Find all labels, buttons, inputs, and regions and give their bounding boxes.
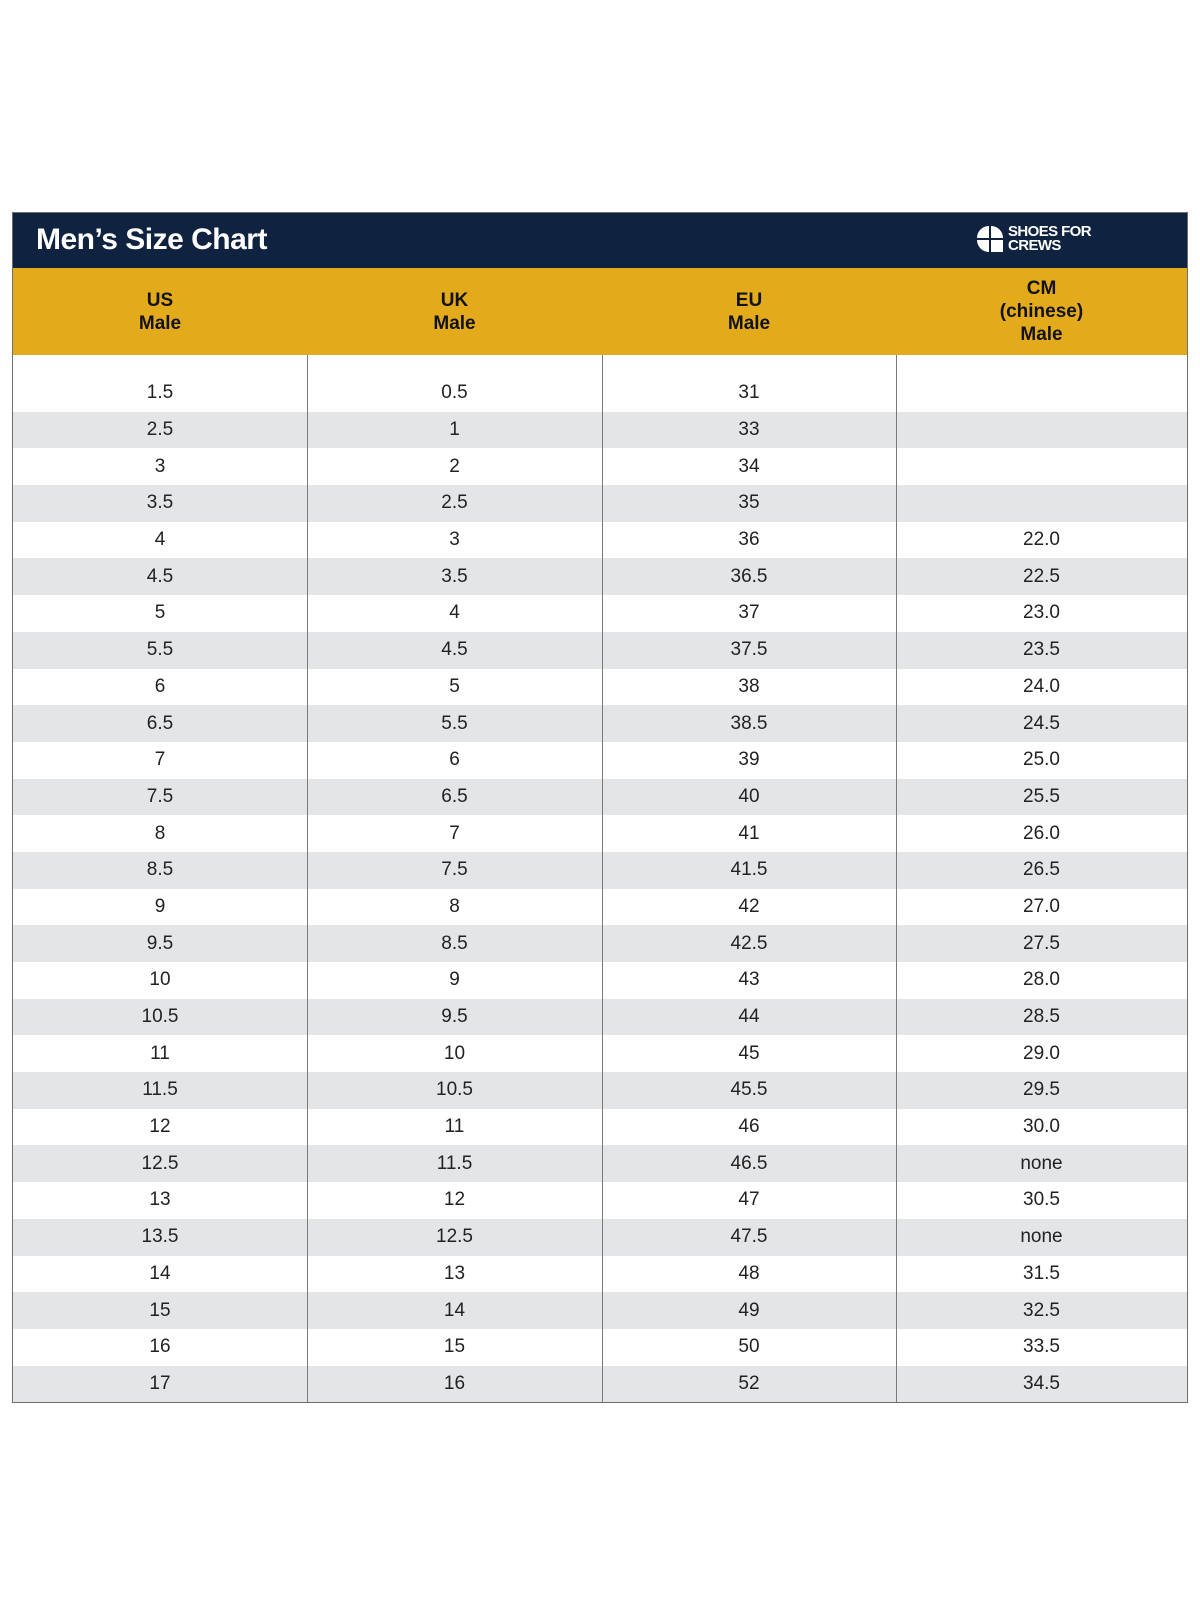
us-size-cell: 12.5 (141, 1152, 179, 1174)
uk-size-cell: 10 (443, 1042, 466, 1064)
cm-size-cell: 30.5 (1023, 1189, 1060, 1211)
eu-size-cell: 50 (738, 1336, 760, 1358)
table-row (13, 412, 1187, 449)
table-row (13, 1072, 1187, 1109)
cm-size-cell: none (1020, 1152, 1063, 1174)
table-row (13, 595, 1187, 632)
table-row (13, 669, 1187, 706)
us-size-cell: 8.5 (146, 859, 174, 881)
cm-size-cell: 30.0 (1023, 1116, 1060, 1138)
cm-size-cell: 28.5 (1023, 1006, 1060, 1028)
header-line: EU (735, 289, 763, 311)
cm-size-cell: 23.0 (1023, 602, 1060, 624)
eu-size-cell: 47 (738, 1189, 760, 1211)
uk-size-cell: 11 (444, 1116, 465, 1138)
table-row (13, 375, 1187, 412)
us-size-cell: 12 (149, 1116, 171, 1138)
uk-size-cell: 12.5 (436, 1226, 473, 1248)
header-line: Male (1020, 324, 1063, 345)
uk-size-cell: 8.5 (441, 932, 468, 954)
cm-size-cell: 23.5 (1023, 639, 1060, 661)
title-bar (13, 213, 1187, 268)
uk-size-cell: 12 (443, 1189, 466, 1211)
table-row (13, 1219, 1187, 1256)
eu-size-cell: 38 (738, 675, 760, 697)
uk-size-cell: 4.5 (441, 639, 468, 661)
header-line: Male (727, 312, 771, 334)
cm-size-cell (896, 485, 1187, 522)
table-row (13, 815, 1187, 852)
table-row (13, 632, 1187, 669)
cm-size-cell (896, 375, 1187, 412)
cm-size-cell: none (1020, 1226, 1063, 1248)
chart-title: Men’s Size Chart (36, 223, 267, 256)
uk-size-cell: 3 (449, 529, 460, 551)
table-body (13, 355, 1187, 1402)
table-row (13, 1109, 1187, 1146)
us-size-cell: 15 (149, 1299, 171, 1321)
table-row (13, 1366, 1187, 1403)
us-size-cell: 5.5 (146, 639, 174, 661)
eu-size-cell: 42 (738, 895, 760, 917)
eu-size-cell: 46 (738, 1116, 760, 1138)
uk-size-cell: 6 (449, 749, 460, 771)
table-row (13, 705, 1187, 742)
us-size-cell: 8 (154, 822, 166, 844)
uk-size-cell: 9 (449, 969, 460, 991)
eu-size-cell: 36.5 (730, 565, 768, 587)
eu-size-cell: 41.5 (730, 859, 768, 881)
table-row (13, 485, 1187, 522)
column-header-row (13, 268, 1187, 355)
cm-size-cell: 31.5 (1023, 1262, 1060, 1284)
us-size-cell: 3 (154, 455, 166, 477)
header-line: Male (138, 312, 182, 334)
uk-size-cell: 1 (449, 419, 460, 441)
header-line: CM (1026, 278, 1057, 299)
uk-size-cell: 6.5 (441, 785, 468, 807)
uk-size-cell: 15 (443, 1336, 466, 1358)
shoes-for-crews-logo-mark-icon (976, 225, 1004, 253)
eu-size-cell: 45 (738, 1042, 760, 1064)
eu-size-cell: 37.5 (730, 639, 768, 661)
eu-size-cell: 48 (738, 1262, 760, 1284)
uk-size-cell: 9.5 (441, 1006, 468, 1028)
eu-size-cell: 46.5 (730, 1152, 768, 1174)
us-size-cell: 11 (150, 1042, 170, 1064)
table-row (13, 1292, 1187, 1329)
size-chart (12, 212, 1188, 1403)
table-row (13, 558, 1187, 595)
logo-line-1: SHOES FOR (1008, 223, 1091, 240)
uk-size-cell: 7 (449, 822, 460, 844)
cm-size-cell (896, 412, 1187, 449)
eu-size-cell: 31 (738, 382, 760, 404)
table-row (13, 925, 1187, 962)
us-size-cell: 13.5 (141, 1226, 179, 1248)
cm-size-cell: 27.0 (1023, 895, 1060, 917)
table-row (13, 522, 1187, 559)
us-size-cell: 4 (154, 529, 166, 551)
eu-size-cell: 38.5 (730, 712, 768, 734)
column-divider (602, 355, 603, 1402)
logo-wordmark (1008, 225, 1091, 253)
us-size-cell: 9 (154, 895, 166, 917)
eu-size-cell: 35 (738, 492, 760, 514)
cm-size-cell: 25.5 (1023, 785, 1060, 807)
uk-size-cell: 5 (449, 675, 460, 697)
cm-size-cell: 34.5 (1023, 1372, 1060, 1394)
cm-size-cell: 26.5 (1023, 859, 1060, 881)
eu-size-cell: 42.5 (730, 932, 768, 954)
uk-size-cell: 13 (443, 1262, 466, 1284)
header-line: Male (433, 312, 476, 334)
cm-size-cell: 25.0 (1023, 749, 1060, 771)
column-header-uk (307, 268, 602, 355)
eu-size-cell: 37 (738, 602, 760, 624)
us-size-cell: 5 (154, 602, 166, 624)
us-size-cell: 6 (154, 675, 166, 697)
us-size-cell: 7.5 (146, 785, 174, 807)
uk-size-cell: 0.5 (441, 382, 468, 404)
table-row (13, 1145, 1187, 1182)
cm-size-cell: 26.0 (1023, 822, 1060, 844)
uk-size-cell: 10.5 (436, 1079, 473, 1101)
table-row (13, 999, 1187, 1036)
header-line: UK (440, 289, 469, 311)
logo-line-2: CREWS (1008, 237, 1061, 254)
cm-size-cell: 22.0 (1023, 529, 1060, 551)
eu-size-cell: 40 (738, 785, 760, 807)
eu-size-cell: 52 (738, 1372, 760, 1394)
cm-size-cell (896, 448, 1187, 485)
us-size-cell: 3.5 (146, 492, 174, 514)
column-divider (896, 355, 897, 1402)
cm-size-cell: 29.0 (1023, 1042, 1060, 1064)
table-row (13, 779, 1187, 816)
us-size-cell: 7 (154, 749, 166, 771)
table-row (13, 852, 1187, 889)
us-size-cell: 17 (149, 1372, 171, 1394)
column-header-us (13, 268, 307, 355)
uk-size-cell: 8 (449, 895, 460, 917)
eu-size-cell: 47.5 (730, 1226, 768, 1248)
us-size-cell: 6.5 (146, 712, 174, 734)
cm-size-cell: 29.5 (1023, 1079, 1060, 1101)
cm-size-cell: 22.5 (1023, 565, 1060, 587)
us-size-cell: 16 (149, 1336, 171, 1358)
header-line: US (146, 289, 174, 311)
uk-size-cell: 5.5 (441, 712, 468, 734)
table-row (13, 1182, 1187, 1219)
column-header-cm (896, 268, 1187, 355)
eu-size-cell: 39 (738, 749, 760, 771)
uk-size-cell: 7.5 (441, 859, 468, 881)
eu-size-cell: 44 (738, 1006, 760, 1028)
us-size-cell: 14 (149, 1262, 171, 1284)
eu-size-cell: 45.5 (730, 1079, 768, 1101)
cm-size-cell: 33.5 (1023, 1336, 1060, 1358)
column-divider (307, 355, 308, 1402)
us-size-cell: 1.5 (146, 382, 174, 404)
us-size-cell: 4.5 (146, 565, 174, 587)
uk-size-cell: 2 (449, 455, 460, 477)
table-row (13, 742, 1187, 779)
cm-size-cell: 32.5 (1023, 1299, 1060, 1321)
uk-size-cell: 2.5 (441, 492, 468, 514)
us-size-cell: 10.5 (141, 1006, 179, 1028)
uk-size-cell: 16 (443, 1372, 466, 1394)
us-size-cell: 9.5 (146, 932, 174, 954)
us-size-cell: 11.5 (142, 1079, 178, 1101)
uk-size-cell: 11.5 (436, 1152, 473, 1174)
eu-size-cell: 36 (738, 529, 760, 551)
table-row (13, 1035, 1187, 1072)
us-size-cell: 13 (149, 1189, 171, 1211)
eu-size-cell: 34 (738, 455, 760, 477)
uk-size-cell: 14 (443, 1299, 466, 1321)
column-header-eu (602, 268, 896, 355)
brand-logo (976, 225, 1091, 253)
table-row (13, 1256, 1187, 1293)
table-row (13, 448, 1187, 485)
eu-size-cell: 33 (738, 419, 760, 441)
eu-size-cell: 49 (738, 1299, 760, 1321)
us-size-cell: 2.5 (146, 419, 174, 441)
header-line: (chinese) (999, 301, 1084, 322)
us-size-cell: 10 (149, 969, 171, 991)
table-row (13, 962, 1187, 999)
cm-size-cell: 24.5 (1023, 712, 1060, 734)
cm-size-cell: 24.0 (1023, 675, 1060, 697)
uk-size-cell: 3.5 (441, 565, 468, 587)
eu-size-cell: 43 (738, 969, 760, 991)
table-row (13, 1329, 1187, 1366)
cm-size-cell: 27.5 (1023, 932, 1060, 954)
cm-size-cell: 28.0 (1023, 969, 1060, 991)
table-row (13, 889, 1187, 926)
eu-size-cell: 41 (738, 822, 760, 844)
uk-size-cell: 4 (449, 602, 460, 624)
